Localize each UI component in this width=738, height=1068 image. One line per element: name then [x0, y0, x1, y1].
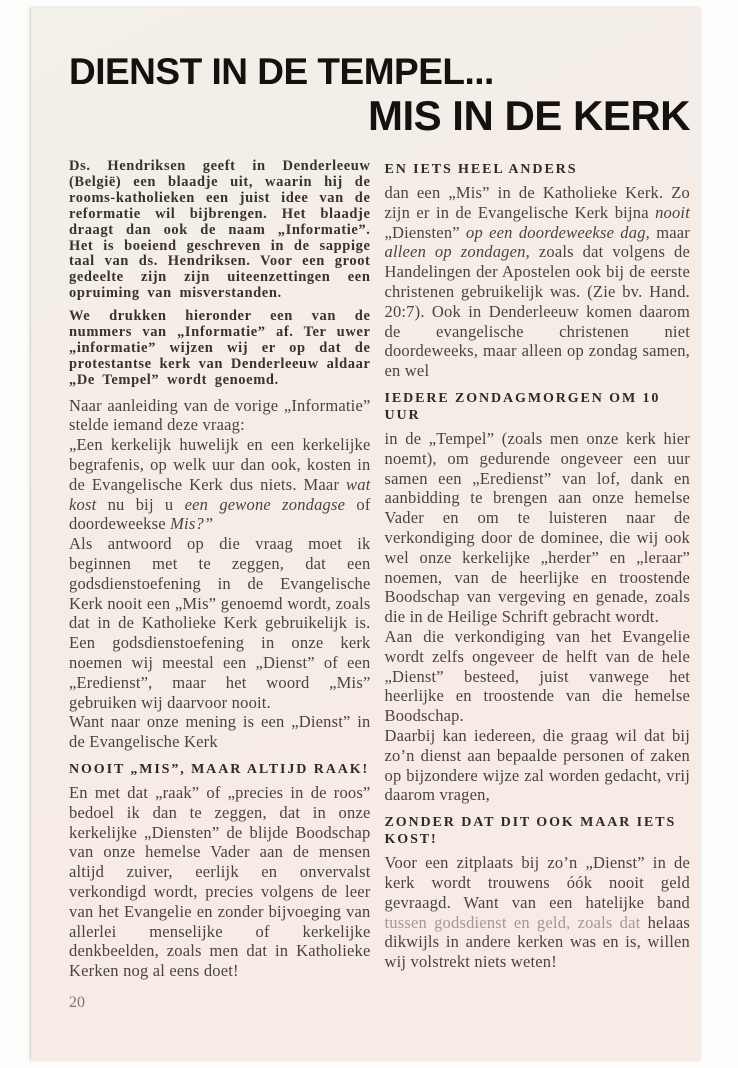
lead-paragraph: Ds. Hendriksen geeft in Denderleeuw (België) een blaadje uit, waarin hij de rooms-katholieken een juist idee van de reformatie wil bijbrengen. Het blaadje draagt dan ook de naam „Informatie”. Het is boeiend geschreven in de sappige taal van ds. Hendriksen. Voor een groot gedeelte zijn zijn uiteenzettingen een opruiming van misverstanden. [69, 158, 371, 302]
body-paragraph [69, 396, 371, 436]
body-paragraph [385, 627, 691, 726]
text-run: zoals dat volgens de Handelingen der Apostelen ook bij de eerste christenen gebruikelijk was. (Zie bv. Hand. 20:7). Ook in Denderleeuw komen daarom de evangelische christenen niet doordeweeks, maar alleen op zondag samen, en wel [384, 242, 690, 381]
body-paragraph [385, 726, 691, 805]
text-run: Want naar onze mening is een „Dienst” in de Evangelische Kerk [69, 712, 371, 752]
text-run: Voor een zitplaats bij zo’n „Dienst” in de kerk wordt trouwens óók nooit geld gevraagd. Want van een hatelijke band [384, 853, 690, 912]
body-paragraph [69, 534, 371, 712]
text-run: Aan die verkondiging van het Evangelie wordt zelfs ongeveer de helft van de hele „Dienst” besteed, juist vanwege het heerlijke en troostende van die hemelse Boodschap. [384, 626, 690, 726]
text-run: Als antwoord op die vraag moet ik beginnen met te zeggen, dat een godsdienstoefening in de Evangelische Kerk nooit een „Mis” genoemd wordt, zoals dat in de Katholieke Kerk gebruikelijk is. Een godsdienstoefening in onze kerk noemen wij meestal een „Dienst” of een „Eredienst”, maar het woord „Mis” gebruiken wij daarvoor nooit. [69, 534, 371, 712]
italic-text-run: een gewone zondagse [184, 494, 346, 514]
text-run: maar [650, 222, 690, 242]
page-title [69, 52, 690, 140]
section-heading: NOOIT „MIS”, MAAR ALTIJD RAAK! [69, 762, 370, 778]
italic-text-run: op een doordeweekse dag, [466, 222, 650, 242]
text-run: of doordeweekse [69, 494, 371, 534]
two-column-text [69, 159, 690, 981]
text-run: En met dat „raak” of „precies in de roos” bedoel ik dan te zeggen, dat in onze kerkelijke „Diensten” de blijde Boodschap van onze hemelse Vader aan de mensen altijd zuiver, eerlijk en onvervalst verkondigd wordt, precies volgens de leer van het Evangelie en zonder bijvoeging van allerlei menselijke of kerkelijke denkbeelden, zoals men dat in Katholieke Kerken nog al eens doet! [69, 783, 371, 981]
text-run: in de „Tempel” (zoals men onze kerk hier noemt), om gedurende ongeveer een uur samen een „Eredienst” van lof, dank en aanbidding te brengen aan onze hemelse Vader en om te luisteren naar de verkondiging door de dominee, die wij ook wel onze kerkelijke „herder” en „leraar” noemen, van de heerlijke en troostende Boodschap van vergeving en genade, zoals die in de Heilige Schrift gebracht wordt. [384, 428, 690, 627]
text-run: nu bij u [96, 494, 185, 514]
text-run: „Een kerkelijk huwelijk en een kerkelijke begrafenis, op welk uur dan ook, kosten in de Evangelische Kerk dus niets. Maar [69, 435, 371, 494]
section-heading: ZONDER DAT DIT OOK MAAR IETS KOST! [384, 815, 677, 848]
section-heading: IEDERE ZONDAGMORGEN OM 10 UUR [384, 390, 661, 423]
text-run: Naar aanleiding van de vorige „Informatie” stelde iemand deze vraag: [69, 395, 371, 435]
left-column [69, 159, 371, 981]
right-column [385, 159, 691, 972]
lead-paragraph: We drukken hieronder een van de nummers van „Informatie” af. Ter uwer „informatie” wijzen wij er op dat de protestantse kerk van Denderleeuw aldaar „De Tempel” wordt genoemd. [69, 308, 371, 388]
body-paragraph [69, 435, 371, 534]
title-line-1: DIENST IN DE TEMPEL... [69, 51, 494, 92]
italic-text-run: wat kost [69, 474, 371, 514]
italic-text-run: alleen op zondagen, [384, 242, 530, 262]
section-heading: EN IETS HEEL ANDERS [384, 162, 578, 177]
page-number: 20 [69, 994, 85, 1011]
text-run: helaas dikwijls in andere kerken was en is, willen wij volstrekt niets weten! [384, 912, 690, 972]
body-paragraph [385, 183, 691, 381]
page-content [31, 52, 700, 981]
body-paragraph [385, 853, 691, 972]
body-paragraph [69, 712, 371, 752]
text-run: „Diensten” [384, 222, 467, 242]
faded-text-run: tussen godsdienst en geld, zoals dat [384, 912, 641, 932]
title-line-2: MIS IN DE KERK [367, 92, 690, 139]
magazine-page [30, 8, 700, 1060]
text-run: dan een „Mis” in de Katholieke Kerk. Zo zijn er in de Evangelische Kerk bijna [384, 183, 690, 222]
italic-text-run: Mis?” [170, 514, 214, 534]
body-paragraph [69, 783, 371, 981]
text-run: Daarbij kan iedereen, die graag wil dat bij zo’n dienst aan bepaalde personen of zaken op bijzondere wijze zal worden gedacht, vrij daarom vragen, [384, 725, 690, 805]
body-paragraph [385, 429, 691, 627]
italic-text-run: nooit [655, 202, 690, 222]
